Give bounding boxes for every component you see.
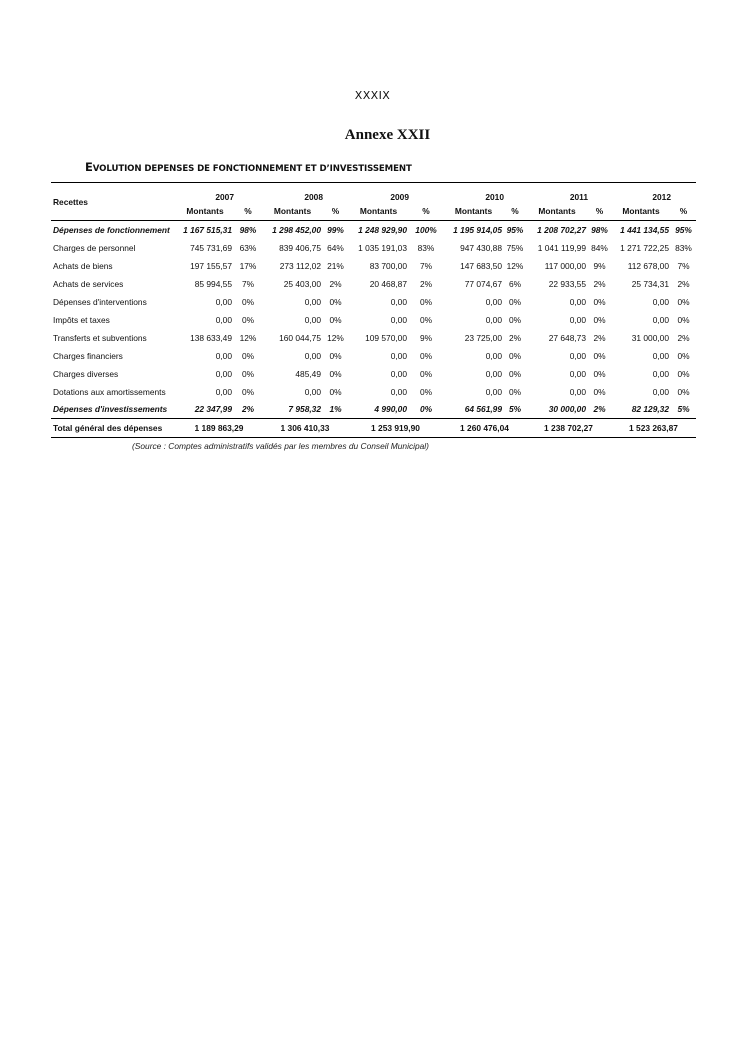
amount-cell: 1 195 914,05 (453, 224, 502, 235)
percent-cell: 0% (677, 350, 690, 361)
percent-cell: 0% (508, 296, 522, 307)
amount-cell: 27 648,73 (548, 332, 586, 343)
percent-cell: 5% (508, 404, 522, 415)
section-title-rest: VOLUTION DEPENSES DE FONCTIONNEMENT ET D’INVESTISSEMENT (92, 164, 412, 174)
amount-cell: 23 725,00 (464, 332, 502, 343)
amount-cell: 0,00 (215, 296, 232, 307)
year-header: 2008 (304, 191, 323, 202)
amount-cell: 82 129,32 (631, 404, 669, 415)
percent-cell: 0% (419, 296, 433, 307)
percent-cell: 12% (239, 332, 257, 343)
total-value: 1 238 702,27 (544, 423, 593, 433)
percent-cell: 2% (677, 278, 690, 289)
table-row (51, 221, 696, 239)
amount-cell: 112 678,00 (627, 260, 669, 271)
amount-cell: 0,00 (569, 296, 586, 307)
amount-cell: 0,00 (215, 350, 232, 361)
amount-cell: 1 271 722,25 (620, 242, 669, 253)
montants-header: Montants (273, 205, 312, 216)
amount-cell: 0,00 (304, 350, 321, 361)
percent-cell: 6% (508, 278, 522, 289)
amount-cell: 745 731,69 (190, 242, 232, 253)
amount-cell: 20 468,87 (369, 278, 407, 289)
percent-cell: 0% (677, 368, 690, 379)
percent-header: % (511, 205, 519, 216)
amount-cell: 1 298 452,00 (272, 224, 321, 235)
percent-cell: 9% (419, 332, 433, 343)
total-value: 1 523 263,87 (629, 423, 678, 433)
percent-cell: 2% (419, 278, 433, 289)
amount-cell: 0,00 (215, 386, 232, 397)
table-row (51, 329, 696, 347)
page-number: XXXIX (354, 89, 391, 102)
amount-cell: 0,00 (390, 386, 407, 397)
amount-cell: 22 933,55 (548, 278, 586, 289)
amount-cell: 0,00 (652, 296, 669, 307)
percent-cell: 21% (327, 260, 344, 271)
row-label: Achats de services (53, 278, 124, 289)
year-header: 2012 (652, 191, 671, 202)
total-label: Total général des dépenses (53, 423, 163, 433)
percent-cell: 0% (419, 386, 433, 397)
expenses-table (51, 182, 696, 438)
percent-cell: 0% (677, 386, 690, 397)
amount-cell: 85 994,55 (194, 278, 232, 289)
amount-cell: 138 633,49 (190, 332, 232, 343)
percent-cell: 0% (508, 350, 522, 361)
amount-cell: 22 347,99 (194, 404, 232, 415)
percent-cell: 98% (591, 224, 608, 235)
amount-cell: 0,00 (390, 350, 407, 361)
year-header: 2007 (215, 191, 234, 202)
row-label: Dépenses de fonctionnement (53, 224, 170, 235)
montants-header: Montants (359, 205, 398, 216)
amount-cell: 64 561,99 (464, 404, 502, 415)
montants-header: Montants (454, 205, 493, 216)
table-row (51, 401, 696, 419)
row-label: Charges financiers (53, 350, 123, 361)
amount-cell: 485,49 (295, 368, 321, 379)
percent-cell: 64% (327, 242, 344, 253)
percent-cell: 0% (329, 296, 342, 307)
percent-cell: 0% (508, 386, 522, 397)
total-value: 1 260 476,04 (460, 423, 509, 433)
amount-cell: 0,00 (390, 314, 407, 325)
percent-cell: 95% (675, 224, 692, 235)
percent-cell: 0% (241, 386, 255, 397)
year-header: 2010 (485, 191, 504, 202)
amount-cell: 0,00 (485, 296, 502, 307)
amount-cell: 30 000,00 (548, 404, 586, 415)
amount-cell: 0,00 (569, 368, 586, 379)
table-row (51, 239, 696, 257)
amount-cell: 0,00 (652, 350, 669, 361)
amount-cell: 1 035 191,03 (358, 242, 407, 253)
amount-cell: 0,00 (485, 368, 502, 379)
percent-header: % (679, 205, 688, 216)
amount-cell: 1 441 134,55 (620, 224, 669, 235)
percent-header: % (244, 205, 252, 216)
amount-cell: 0,00 (652, 368, 669, 379)
amount-cell: 7 958,32 (288, 404, 321, 415)
percent-cell: 0% (329, 314, 342, 325)
percent-cell: 0% (677, 296, 690, 307)
percent-cell: 99% (327, 224, 344, 235)
amount-cell: 83 700,00 (369, 260, 407, 271)
percent-cell: 0% (593, 314, 606, 325)
table-row (51, 275, 696, 293)
table-row (51, 293, 696, 311)
percent-cell: 83% (417, 242, 435, 253)
percent-cell: 2% (508, 332, 522, 343)
percent-cell: 84% (591, 242, 608, 253)
percent-cell: 12% (327, 332, 344, 343)
row-label: Dépenses d'interventions (53, 296, 147, 307)
table-row (51, 311, 696, 329)
amount-cell: 0,00 (304, 296, 321, 307)
percent-cell: 100% (415, 224, 437, 235)
amount-cell: 0,00 (485, 350, 502, 361)
amount-cell: 1 167 515,31 (183, 224, 232, 235)
percent-cell: 17% (239, 260, 257, 271)
amount-cell: 839 406,75 (279, 242, 321, 253)
percent-cell: 0% (241, 296, 255, 307)
percent-cell: 0% (419, 404, 433, 415)
section-title-initial: E (85, 160, 93, 174)
table-row (51, 347, 696, 365)
amount-cell: 109 570,00 (365, 332, 407, 343)
row-header-recettes: Recettes (53, 196, 88, 207)
amount-cell: 0,00 (485, 314, 502, 325)
total-value: 1 189 863,29 (194, 423, 244, 433)
row-label: Achats de biens (53, 260, 113, 271)
row-label: Dotations aux amortissements (53, 386, 166, 397)
percent-cell: 7% (241, 278, 255, 289)
source-note: (Source : Comptes administratifs validés par les membres du Conseil Municipal) (132, 441, 429, 451)
amount-cell: 77 074,67 (464, 278, 502, 289)
amount-cell: 0,00 (304, 386, 321, 397)
percent-cell: 7% (419, 260, 433, 271)
percent-header: % (595, 205, 604, 216)
percent-cell: 2% (241, 404, 255, 415)
percent-cell: 0% (508, 314, 522, 325)
percent-cell: 0% (677, 314, 690, 325)
percent-cell: 0% (241, 350, 255, 361)
amount-cell: 0,00 (569, 350, 586, 361)
amount-cell: 0,00 (215, 314, 232, 325)
percent-cell: 0% (419, 314, 433, 325)
percent-cell: 2% (593, 404, 606, 415)
amount-cell: 0,00 (304, 314, 321, 325)
percent-cell: 0% (593, 368, 606, 379)
amount-cell: 0,00 (390, 368, 407, 379)
percent-header: % (331, 205, 340, 216)
year-header: 2011 (569, 191, 588, 202)
amount-cell: 1 041 119,99 (537, 242, 586, 253)
percent-cell: 2% (593, 332, 606, 343)
amount-cell: 25 403,00 (283, 278, 321, 289)
table-row (51, 383, 696, 401)
percent-cell: 12% (506, 260, 524, 271)
amount-cell: 1 208 702,27 (537, 224, 586, 235)
row-label: Transferts et subventions (53, 332, 147, 343)
amount-cell: 1 248 929,90 (358, 224, 407, 235)
percent-cell: 0% (241, 314, 255, 325)
amount-cell: 31 000,00 (631, 332, 669, 343)
montants-header: Montants (186, 205, 224, 216)
percent-cell: 0% (241, 368, 255, 379)
percent-cell: 75% (506, 242, 524, 253)
percent-cell: 0% (593, 386, 606, 397)
table-row (51, 365, 696, 383)
percent-cell: 0% (329, 350, 342, 361)
amount-cell: 0,00 (652, 314, 669, 325)
percent-cell: 9% (593, 260, 606, 271)
percent-cell: 63% (239, 242, 257, 253)
montants-header: Montants (538, 205, 576, 216)
amount-cell: 947 430,88 (460, 242, 502, 253)
percent-cell: 1% (329, 404, 342, 415)
row-label: Charges diverses (53, 368, 119, 379)
percent-cell: 2% (593, 278, 606, 289)
percent-cell: 0% (593, 350, 606, 361)
percent-cell: 0% (329, 368, 342, 379)
percent-cell: 5% (677, 404, 690, 415)
percent-cell: 0% (419, 368, 433, 379)
amount-cell: 197 155,57 (190, 260, 232, 271)
amount-cell: 0,00 (652, 386, 669, 397)
percent-cell: 2% (677, 332, 690, 343)
total-row (51, 419, 696, 438)
annex-title: Annexe XXII (344, 127, 431, 143)
amount-cell: 0,00 (569, 314, 586, 325)
amount-cell: 0,00 (485, 386, 502, 397)
percent-cell: 0% (329, 386, 342, 397)
montants-header: Montants (622, 205, 660, 216)
row-label: Impôts et taxes (53, 314, 110, 325)
percent-header: % (422, 205, 430, 216)
percent-cell: 2% (329, 278, 342, 289)
table-row (51, 257, 696, 275)
amount-cell: 147 683,50 (460, 260, 502, 271)
table-body (51, 221, 696, 419)
amount-cell: 273 112,02 (279, 260, 321, 271)
amount-cell: 0,00 (390, 296, 407, 307)
total-value: 1 306 410,33 (280, 423, 330, 433)
amount-cell: 160 044,75 (279, 332, 321, 343)
percent-cell: 0% (419, 350, 433, 361)
amount-cell: 0,00 (215, 368, 232, 379)
amount-cell: 25 734,31 (631, 278, 669, 289)
row-label: Charges de personnel (53, 242, 136, 253)
percent-cell: 7% (677, 260, 690, 271)
percent-cell: 95% (506, 224, 524, 235)
percent-cell: 0% (593, 296, 606, 307)
percent-cell: 83% (675, 242, 692, 253)
total-value: 1 253 919,90 (371, 423, 420, 433)
amount-cell: 4 990,00 (374, 404, 407, 415)
year-header: 2009 (390, 191, 409, 202)
row-label: Dépenses d'investissements (53, 404, 168, 415)
section-title (85, 160, 412, 174)
amount-cell: 0,00 (569, 386, 586, 397)
percent-cell: 0% (508, 368, 522, 379)
year-header-row (51, 183, 696, 202)
percent-cell: 98% (239, 224, 257, 235)
amount-cell: 117 000,00 (544, 260, 586, 271)
